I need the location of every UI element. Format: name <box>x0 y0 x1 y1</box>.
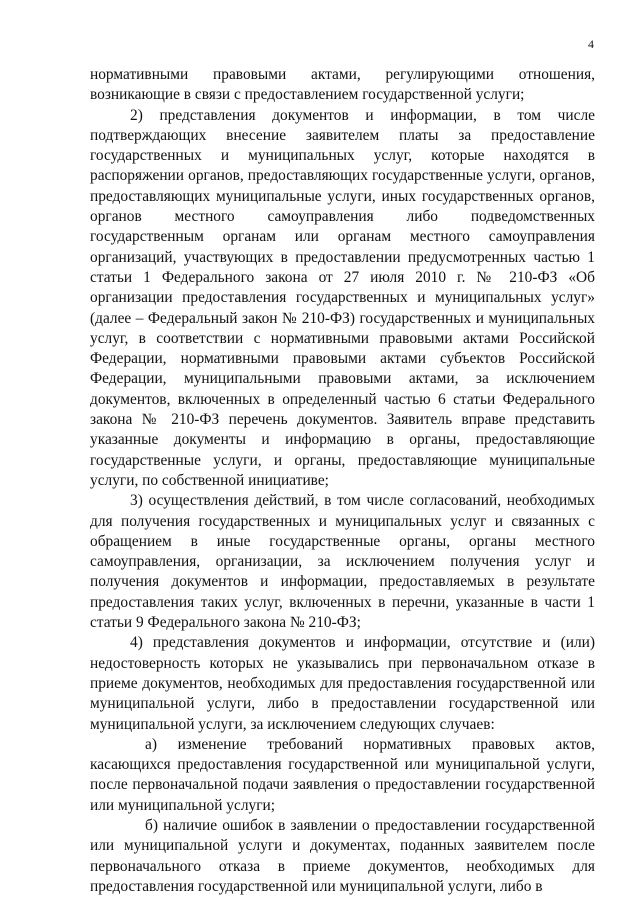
document-body <box>90 65 595 897</box>
paragraph-item-2: 2) представления документов и информации, в том числе подтверждающих внесение заявителем платы за предоставление государственных и муниципальных услуг, которые находятся в распоряжении органов, предоставляющих государственные услуги, органов, предоставляющих муниципальные услуги, иных государственных органов, органов местного самоуправления либо подведомственных государственным органам или органам местного самоуправления организаций, участвующих в предоставлении предусмотренных частью 1 статьи 1 Федерального закона от 27 июля 2010 г. № 210-ФЗ «Об организации предоставления государственных и муниципальных услуг» (далее – Федеральный закон № 210-ФЗ) государственных и муниципальных услуг, в соответствии с нормативными правовыми актами Российской Федерации, нормативными правовыми актами субъектов Российской Федерации, муниципальными правовыми актами, за исключением документов, включенных в определенный частью 6 статьи Федерального закона № 210-ФЗ перечень документов. Заявитель вправе представить указанные документы и информацию в органы, предоставляющие государственные услуги, и органы, предоставляющие муниципальные услуги, по собственной инициативе; <box>90 106 595 489</box>
paragraph-item-4: 4) представления документов и информации, отсутствие и (или) недостоверность которых не указывались при первоначальном отказе в приеме документов, необходимых для предоставления государственной или муниципальной услуги, либо в предоставлении государственной или муниципальной услуги, за исключением следующих случаев: <box>90 634 595 733</box>
paragraph-continuation: нормативными правовыми актами, регулирующими отношения, возникающие в связи с предоставлением государственной услуги; <box>90 66 595 104</box>
paragraph-item-3: 3) осуществления действий, в том числе согласований, необходимых для получения государственных и муниципальных услуг и связанных с обращением в иные государственные органы, органы местного самоуправления, организации, за исключением получения услуг и получения документов и информации, предоставляемых в результате предоставления таких услуг, включенных в перечни, указанные в части 1 статьи 9 Федерального закона № 210-ФЗ; <box>90 492 595 632</box>
page-number: 4 <box>588 37 594 51</box>
paragraph-subitem-b: б) наличие ошибок в заявлении о предоставлении государственной или муниципальной услуги и документах, поданных заявителем после первоначального отказа в приеме документов, необходимых для предоставления государственной или муниципальной услуги, либо в <box>90 816 595 895</box>
paragraph-subitem-a: а) изменение требований нормативных правовых актов, касающихся предоставления государственной или муниципальной услуги, после первоначальной подачи заявления о предоставлении государственной или муниципальной услуги; <box>90 735 595 814</box>
